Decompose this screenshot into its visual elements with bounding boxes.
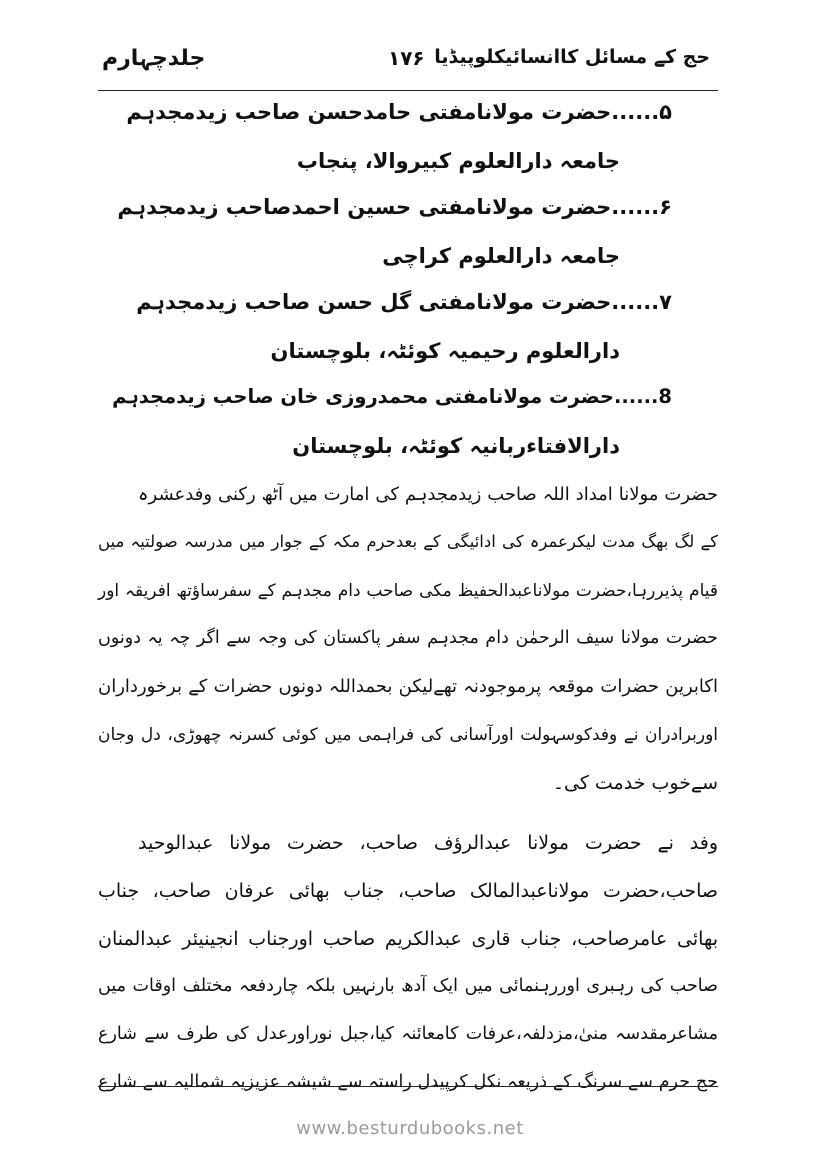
paragraph-1-line-7: سےخوب خدمت کی۔ (552, 772, 718, 794)
paragraph-1-line-4: حضرت مولانا سیف الرحمٰن دام مجدہم سفر پاکستان کی وجہ سے اگر چہ یہ دونوں (98, 628, 718, 648)
list-item-6-institution: جامعہ دارالعلوم کراچی (382, 244, 620, 268)
paragraph-1-line-1: حضرت مولانا امداد اللہ صاحب زیدمجدہم کی امارت میں آٹھ رکنی وفدعشرہ (138, 484, 718, 505)
list-item-6-name: ۶......حضرت مولانامفتی حسین احمدصاحب زیدمجدہم (117, 195, 672, 219)
list-item-7-institution: دارالعلوم رحیمیہ کوئٹہ، بلوچستان (270, 339, 620, 363)
paragraph-2-line-4: صاحب کی رہبری اوررہنمائی میں ایک آدھ بارنہیں بلکہ چاردفعہ مختلف اوقات میں (98, 976, 718, 996)
page-number: ۱۷۶ (388, 46, 425, 70)
paragraph-2-line-6: حج حرم سے سرنگ کے ذریعہ نکل کرپیدل راستہ سے شیشہ عزیزیہ شمالیہ سے شارع (98, 1072, 718, 1092)
paragraph-2-line-5: مشاعرمقدسہ منیٰ،مزدلفہ،عرفات کامعائنہ کیا،جبل نوراورعدل کی طرف سے شارع (98, 1024, 718, 1044)
paragraph-2-line-1: وفد نے حضرت مولانا عبدالرؤف صاحب، حضرت مولانا عبدالوحید (138, 832, 718, 854)
paragraph-1-line-2: کے لگ بھگ مدت لیکرعمرہ کی ادائیگی کے بعدحرم مکہ کے جوار میں مدرسہ صولتیہ میں (98, 532, 718, 551)
website-footer: www.besturdubooks.net (296, 1118, 524, 1139)
paragraph-2-line-3: بھائی عامرصاحب، جناب قاری عبدالکریم صاحب اورجناب انجینیئر عبدالمنان (98, 928, 718, 950)
header-divider (98, 90, 718, 91)
paragraph-1-line-5: اکابرین حضرات موقعہ پرموجودنہ تھےلیکن بحمداللہ دونوں حضرات کے برخورداران (98, 676, 718, 697)
paragraph-2-line-2: صاحب،حضرت مولاناعبدالمالک صاحب، جناب بھائی عرفان صاحب، جناب (98, 880, 718, 902)
book-title: حج کے مسائل کاانسائیکلوپیڈیا (434, 46, 710, 68)
volume-label: جلدچہارم (102, 46, 206, 71)
list-item-5-name: ۵......حضرت مولانامفتی حامدحسن صاحب زیدمجدہم (126, 100, 672, 124)
paragraph-1-line-6: اوربرادران نے وفدکوسہولت اورآسانی کی فراہمی میں کوئی کسرنہ چھوڑی، دل وجان (98, 725, 718, 745)
footer-divider (98, 1086, 718, 1087)
list-item-8-name: 8......حضرت مولانامفتی محمدروزی خان صاحب زیدمجدہم (112, 385, 672, 408)
paragraph-1-line-3: قیام پذیررہا،حضرت مولاناعبدالحفیظ مکی صاحب دام مجدہم کے سفرساؤتھ افریقہ اور (98, 581, 718, 601)
page-header (98, 38, 718, 88)
list-item-5-institution: جامعہ دارالعلوم کبیروالا، پنجاب (296, 149, 620, 173)
list-item-7-name: ۷......حضرت مولانامفتی گل حسن صاحب زیدمجدہم (136, 290, 672, 314)
list-item-8-institution: دارالافتاءربانیہ کوئٹہ، بلوچستان (292, 434, 620, 458)
